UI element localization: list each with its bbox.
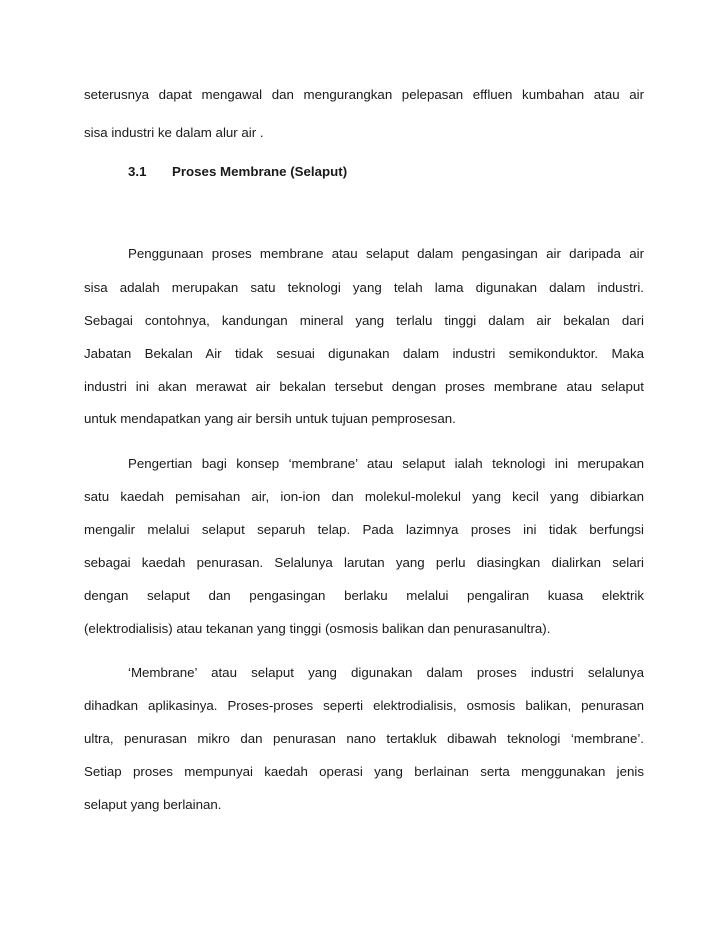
- paragraph-1-line-2: sisa adalah merupakan satu teknologi yang telah lama digunakan dalam industri.: [84, 280, 644, 295]
- paragraph-1-line-3: Sebagai contohnya, kandungan mineral yang terlalu tinggi dalam air bekalan dari: [84, 313, 644, 328]
- paragraph-3-line-2: dihadkan aplikasinya. Proses-proses seperti elektrodialisis, osmosis balikan, penurasan: [84, 698, 644, 713]
- paragraph-1-line-6: untuk mendapatkan yang air bersih untuk tujuan pemprosesan.: [84, 411, 456, 426]
- paragraph-2-line-4: sebagai kaedah penurasan. Selalunya larutan yang perlu diasingkan dialirkan selari: [84, 555, 644, 570]
- paragraph-2-line-2: satu kaedah pemisahan air, ion-ion dan molekul-molekul yang kecil yang dibiarkan: [84, 489, 644, 504]
- paragraph-1-line-1: Penggunaan proses membrane atau selaput dalam pengasingan air daripada air: [128, 246, 644, 261]
- paragraph-2-line-3: mengalir melalui selaput separuh telap. Pada lazimnya proses ini tidak berfungsi: [84, 522, 644, 537]
- section-title: Proses Membrane (Selaput): [172, 164, 348, 179]
- paragraph-1-line-5: industri ini akan merawat air bekalan tersebut dengan proses membrane atau selaput: [84, 379, 644, 394]
- paragraph-3-line-3: ultra, penurasan mikro dan penurasan nano tertakluk dibawah teknologi ‘membrane’.: [84, 731, 644, 746]
- paragraph-3-line-4: Setiap proses mempunyai kaedah operasi yang berlainan serta menggunakan jenis: [84, 764, 644, 779]
- paragraph-2-line-6: (elektrodialisis) atau tekanan yang tinggi (osmosis balikan dan penurasanultra).: [84, 621, 551, 636]
- paragraph-3-line-1: ‘Membrane’ atau selaput yang digunakan dalam proses industri selalunya: [128, 665, 644, 680]
- section-number: 3.1: [128, 164, 147, 179]
- paragraph-1-line-4: Jabatan Bekalan Air tidak sesuai digunakan dalam industri semikonduktor. Maka: [84, 346, 644, 361]
- intro-line-2: sisa industri ke dalam alur air .: [84, 125, 264, 140]
- intro-line-1: seterusnya dapat mengawal dan mengurangkan pelepasan effluen kumbahan atau air: [84, 87, 644, 102]
- paragraph-2-line-5: dengan selaput dan pengasingan berlaku melalui pengaliran kuasa elektrik: [84, 588, 644, 603]
- paragraph-2-line-1: Pengertian bagi konsep ‘membrane’ atau selaput ialah teknologi ini merupakan: [128, 456, 644, 471]
- paragraph-3-line-5: selaput yang berlainan.: [84, 797, 222, 812]
